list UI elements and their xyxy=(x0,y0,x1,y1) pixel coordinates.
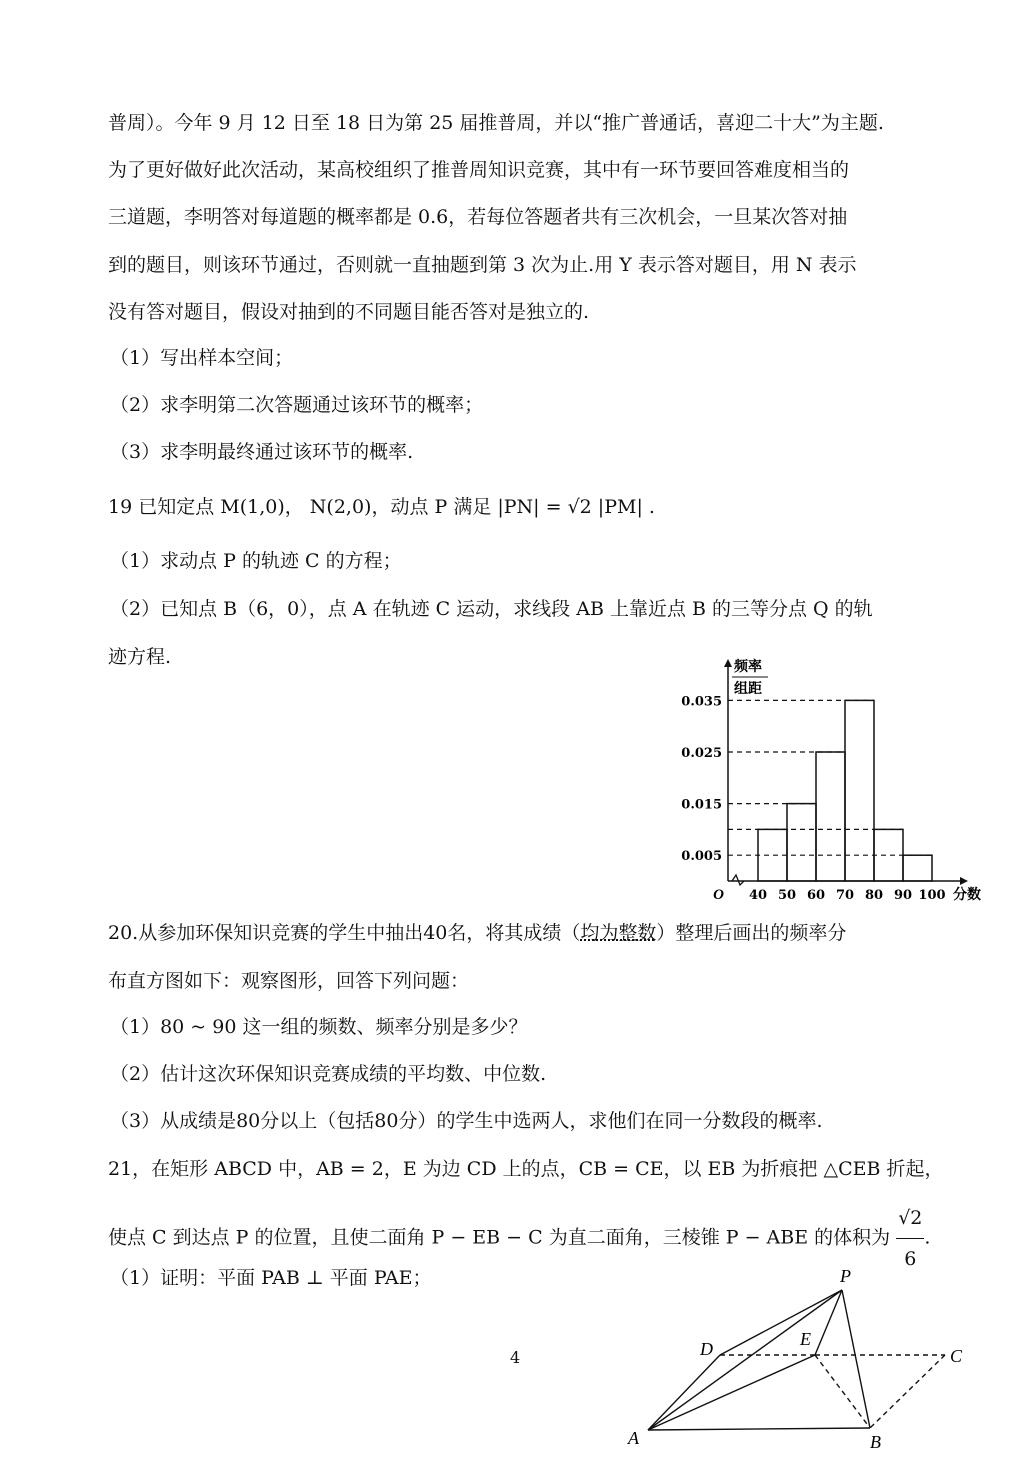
stem-part: 20.从参加环保知识竞赛的学生中抽出40名，将其成绩（ xyxy=(108,922,581,944)
paragraph-line: 到的题目，则该环节通过，否则就一直抽题到第 3 次为止.用 Y 表示答对题目，用 N 表示 xyxy=(108,254,857,276)
problem-21-stem xyxy=(108,1198,938,1270)
x-axis-arrow xyxy=(960,877,968,885)
y-tick-label: 0.015 xyxy=(681,797,722,813)
problem-19-stem: 19 已知定点 M(1,0)， N(2,0)，动点 P 满足 |PN| = √2 |PM| . xyxy=(108,496,655,518)
x-tick-label: 80 xyxy=(864,888,884,903)
x-tick-label: 70 xyxy=(835,888,855,903)
frequency-histogram xyxy=(668,655,998,910)
question-item-continued: 迹方程. xyxy=(108,646,172,668)
paragraph-line: 普周）。今年 9 月 12 日至 18 日为第 25 届推普周，并以“推广普通话，喜迎二十大”为主题. xyxy=(108,112,884,134)
x-tick-label: 60 xyxy=(806,888,826,903)
question-item: （1）80 ~ 90 这一组的频数、频率分别是多少？ xyxy=(110,1016,528,1038)
edge-PD xyxy=(720,1290,842,1355)
vertex-label-c: C xyxy=(950,1346,963,1366)
y-tick-label: 0.025 xyxy=(681,746,722,761)
origin-label: O xyxy=(713,887,724,903)
stem-part: . xyxy=(924,1226,931,1249)
histogram-bar xyxy=(787,804,816,881)
problem-20-stem xyxy=(108,920,938,946)
histogram-bar xyxy=(816,752,845,881)
x-tick-label: 100 xyxy=(918,888,946,903)
problem-20-stem: 布直方图如下：观察图形，回答下列问题： xyxy=(108,970,470,992)
vertex-label-a: A xyxy=(628,1428,639,1448)
y-axis-label-numerator: 频率 xyxy=(734,659,762,675)
histogram-bar xyxy=(874,829,903,881)
page-number: 4 xyxy=(510,1348,521,1367)
problem-21-stem: 21，在矩形 ABCD 中，AB = 2，E 为边 CD 上的点，CB = CE，以 EB 为折痕把 △CEB 折起， xyxy=(108,1158,944,1180)
edge-EB xyxy=(815,1355,870,1428)
vertex-label-b: B xyxy=(870,1432,881,1452)
edge-AD xyxy=(648,1355,720,1430)
question-item: （1）证明：平面 PAB ⊥ 平面 PAE； xyxy=(110,1267,432,1289)
emphasis-text: 均为整数 xyxy=(580,922,657,944)
histogram-bar xyxy=(903,855,932,881)
question-item: （3）从成绩是80分以上（包括80分）的学生中选两人，求他们在同一分数段的概率. xyxy=(110,1110,823,1132)
folded-rectangle-figure xyxy=(620,1260,980,1455)
fraction-numerator: √2 xyxy=(896,1198,924,1239)
paragraph-line: 为了更好做好此次活动，某高校组织了推普周知识竞赛，其中有一环节要回答难度相当的 xyxy=(108,159,850,181)
question-item: （2）求李明第二次答题通过该环节的概率； xyxy=(110,394,484,416)
question-item: （2）估计这次环保知识竞赛成绩的平均数、中位数. xyxy=(110,1063,547,1085)
vertex-label-p: P xyxy=(840,1266,851,1286)
y-axis-arrow xyxy=(724,659,732,667)
question-item: （3）求李明最终通过该环节的概率. xyxy=(110,441,414,463)
y-tick-label: 0.005 xyxy=(681,849,722,865)
y-axis-label-denominator: 组距 xyxy=(734,681,762,697)
vertex-label-d: D xyxy=(700,1339,713,1359)
stem-part: ）整理后画出的频率分 xyxy=(656,922,847,944)
paragraph-line: 没有答对题目，假设对抽到的不同题目能否答对是独立的. xyxy=(108,301,590,323)
axis-break xyxy=(732,875,744,885)
y-tick-label: 0.035 xyxy=(681,694,722,710)
x-tick-label: 40 xyxy=(748,888,768,903)
x-axis-label: 分数 xyxy=(953,887,981,903)
x-tick-label: 50 xyxy=(777,888,797,903)
stem-part: 使点 C 到达点 P 的位置，且使二面角 P − EB − C 为直二面角，三棱锥 P − ABE 的体积为 xyxy=(108,1226,891,1249)
edge-AE xyxy=(648,1355,815,1430)
question-item: （2）已知点 B（6，0），点 A 在轨迹 C 运动，求线段 AB 上靠近点 B 的三等分点 Q 的轨 xyxy=(110,598,873,620)
edge-AB xyxy=(648,1428,870,1430)
edge-CB xyxy=(870,1355,945,1428)
edge-PB xyxy=(842,1290,870,1428)
paragraph-line: 三道题，李明答对每道题的概率都是 0.6，若每位答题者共有三次机会，一旦某次答对抽 xyxy=(108,206,848,228)
question-item: （1）求动点 P 的轨迹 C 的方程； xyxy=(110,550,402,572)
histogram-bar xyxy=(845,700,874,881)
x-tick-label: 90 xyxy=(893,888,913,903)
vertex-label-e: E xyxy=(800,1329,811,1349)
fraction-denominator: 6 xyxy=(904,1248,917,1270)
question-item: （1）写出样本空间； xyxy=(110,347,294,369)
edge-PA xyxy=(648,1290,842,1430)
